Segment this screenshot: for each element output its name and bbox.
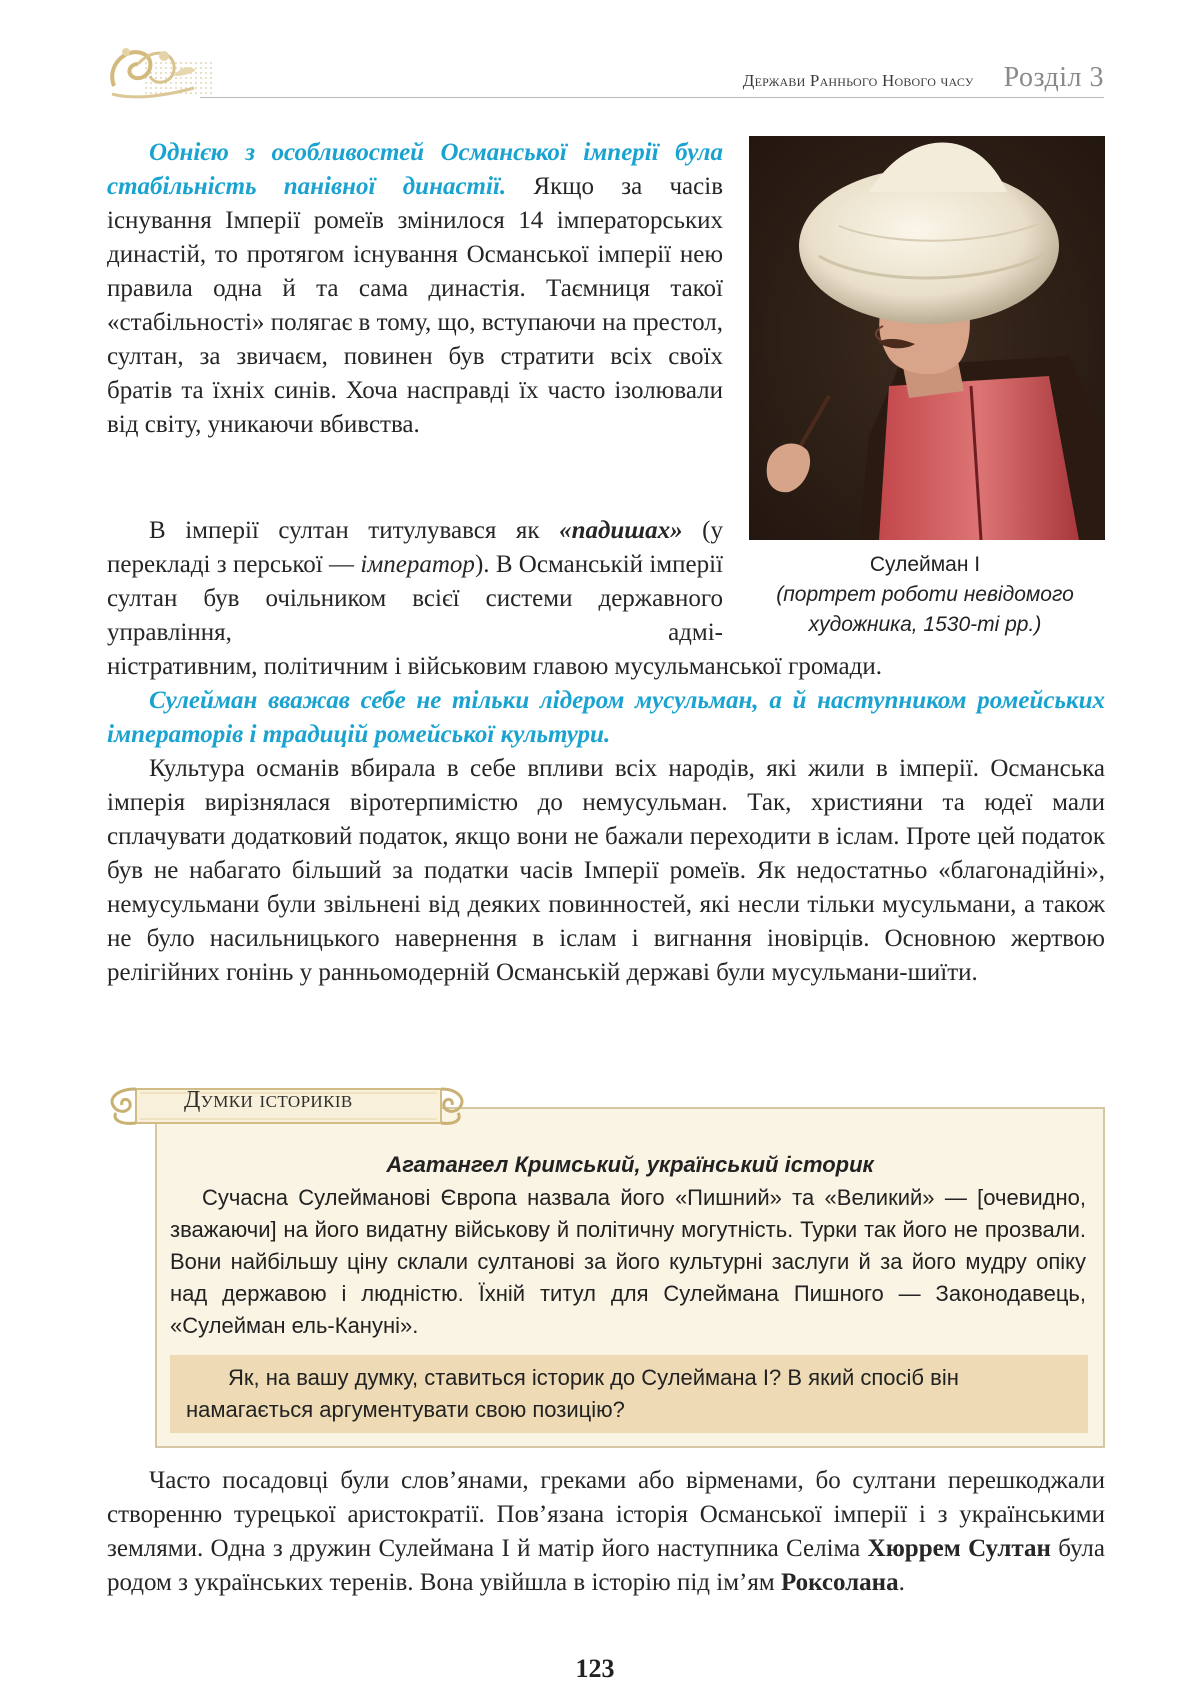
quote-text: Сучасна Сулеймановi Європа назвала його «Пишний» та «Великий» — [очевидно, зважаючи] на його видатну військову й політичну могутність. Турки так його не прозвали. Вони найбільшу ціну склали султанові за його культурні заслуги й за його мудру опіку над державою і людністю. Їхній титул для Сулеймана Пишного — Законодавець, «Сулейман ель-Кануні». <box>170 1185 1086 1338</box>
highlight-text: Однією з особливостей Османської імперії була стабільність панівної династії. <box>107 139 723 200</box>
header-rule <box>200 97 1104 98</box>
running-head <box>743 62 1104 102</box>
paragraph-text: була родом з українських теренів. Вона увійшла в історію під ім’ям <box>107 1535 1105 1596</box>
paragraph-suleiman-highlight <box>107 684 1105 752</box>
name-roxolana: Роксолана <box>780 1569 899 1596</box>
paragraph-text: Якщо за часів існування Імперії ромеїв змінилося 14 імператорських династій, то протягом існування Османської імперії нею правила одна й та сама династія. Таємниця такої «стабільності» полягає в тому, що, вступаючи на престол, султан, за звичаєм, повинен був стратити всіх своїх братів та їхніх синів. Хоча насправді їх часто ізолювали від світу, уникаючи вбивства. <box>107 173 723 438</box>
paragraph-roxolana <box>107 1464 1105 1600</box>
portrait-caption <box>740 550 1110 640</box>
question-block: Як, на вашу думку, ставиться історик до Сулеймана I? В який спосіб він намагається аргументувати свою позицію? <box>170 1355 1088 1433</box>
paragraph-culture: Культура османів вбирала в себе впливи всіх народів, які жили в імперії. Османська імперія вирізнялася віротерпимістю до немусульман. Так, християни та юдеї мали сплачувати додатковий податок, якщо вони не бажали переходити в іслам. Проте цей податок був не набагато більший за податки часів Імперії ромеїв. Як недостатньо «благонадійні», немусульмани були звільнені від деяких повинностей, які несли тільки мусульмани, а також не було насильницького навернення в іслам і вигнання іновірців. Основною жертвою релігійних гонінь у ранньомодерній Османській державі були мусульмани-шиїти. <box>107 755 1105 986</box>
chapter-label: Розділ 3 <box>1003 62 1104 93</box>
term-padishah: «падишах» <box>559 517 683 544</box>
highlight-text: Сулейман вважав себе не тільки лідером мусульман, а й наступником ромейських імператорів і традицій ромейської культури. <box>107 687 1105 748</box>
section-title: Держави Раннього Нового часу <box>742 71 974 90</box>
caption-note: (портрет роботи невідомого художника, 1530-ті рр.) <box>776 583 1074 636</box>
caption-name: Сулейман I <box>869 553 981 576</box>
paragraph-text: В імперії султан титулувався як <box>149 517 560 544</box>
quote-author: Агатангел Кримський, український історик <box>386 1152 874 1177</box>
paragraph-text: . <box>898 1569 905 1596</box>
name-hurrem: Хюррем Султан <box>867 1535 1051 1562</box>
paragraph-dynasty <box>107 136 723 442</box>
portrait-image <box>749 136 1105 540</box>
paragraph-padishah-continued: ністративним, політичним і військовим главою мусульманської громади. <box>107 653 882 680</box>
box-title: Думки істориків <box>184 1087 353 1113</box>
term-emperor: імператор <box>360 551 475 578</box>
historians-box <box>155 1107 1105 1448</box>
paragraph-text: (у перекладі з перської — <box>107 517 724 578</box>
paragraph-text: Часто посадовці були слов’янами, греками або вірменами, бо султани перешкоджали створенню турецької аристократії. Пов’язана історія Османської імперії і з українськими землями. Одна з дружин Сулеймана I й матір його наступника Селіма <box>107 1467 1105 1562</box>
paragraph-text: ). В Османській імперії султан був очільником всієї системи державного управління, адмі- <box>107 551 723 646</box>
page-number: 123 <box>575 1654 615 1683</box>
paragraph-padishah <box>107 514 723 650</box>
historians-box-tab <box>106 1083 466 1127</box>
floral-ornament-icon <box>104 36 214 106</box>
